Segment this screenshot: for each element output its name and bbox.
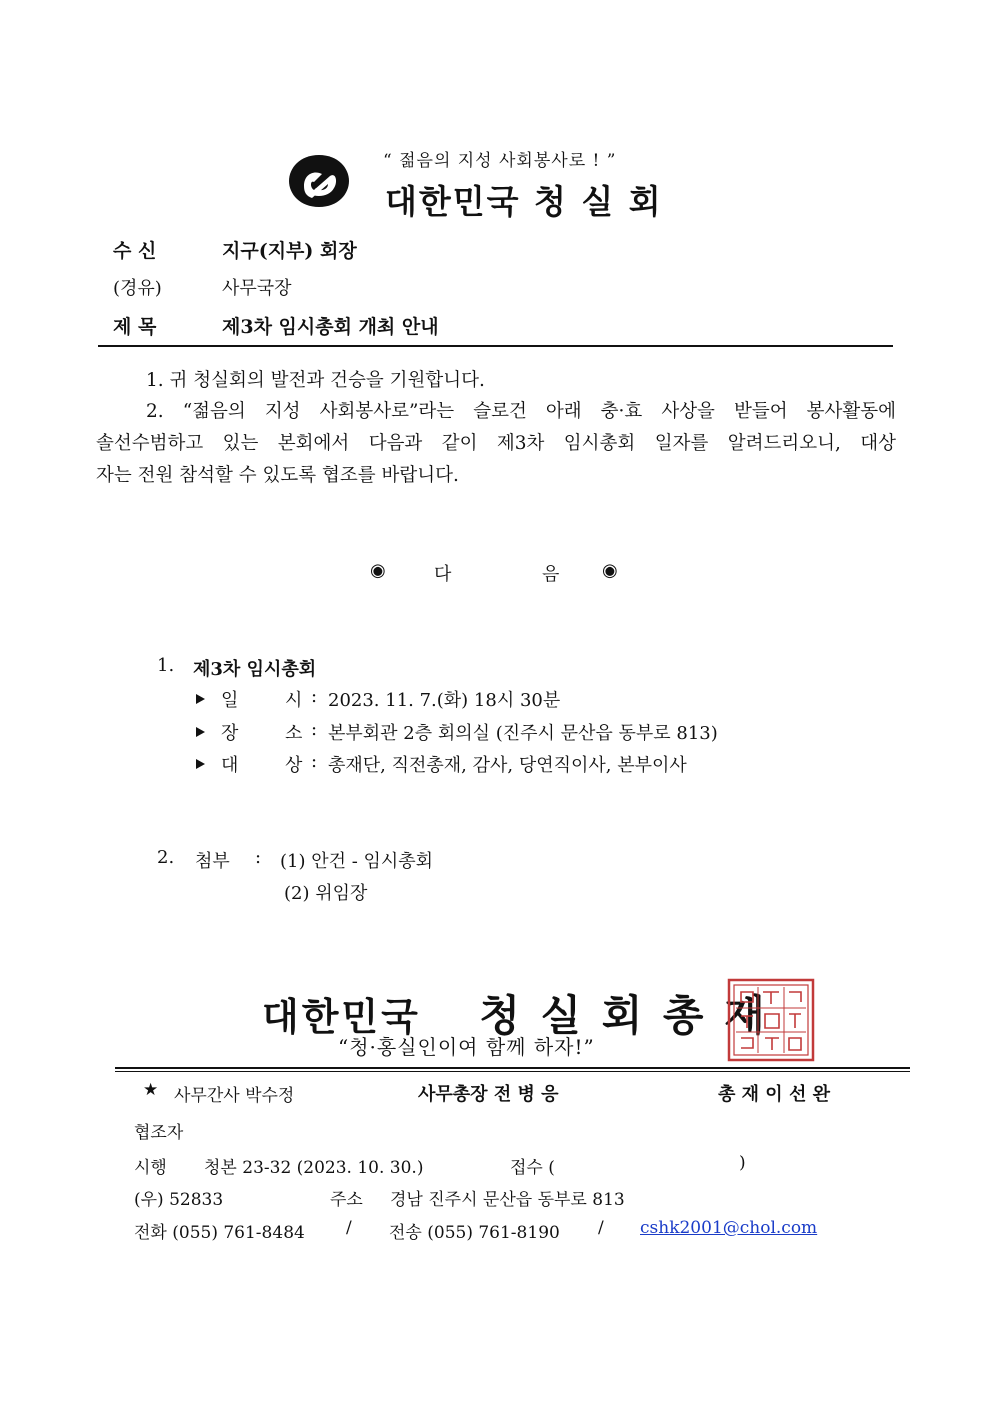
item-date-label-a: 일 bbox=[221, 690, 239, 711]
via-value: 사무국장 bbox=[222, 278, 292, 299]
address-label: 주소 bbox=[330, 1190, 363, 1210]
email-link[interactable]: cshk2001@chol.com bbox=[640, 1218, 818, 1238]
item-target-label-a: 대 bbox=[221, 755, 239, 776]
staff-name: 사무간사 박수정 bbox=[174, 1086, 295, 1106]
section1-title: 제3차 임시총회 bbox=[193, 659, 317, 680]
president-seal-icon bbox=[727, 978, 815, 1062]
address-value: 경남 진주시 문산읍 동부로 813 bbox=[390, 1190, 625, 1210]
item-date-sep: : bbox=[311, 686, 318, 707]
recipient-label: 수 신 bbox=[113, 240, 157, 262]
item-place-label-b: 소 bbox=[285, 723, 303, 744]
section1-number: 1. bbox=[157, 655, 175, 676]
subject-value: 제3차 임시총회 개최 안내 bbox=[222, 316, 439, 338]
item-target-label-b: 상 bbox=[285, 755, 303, 776]
header-divider bbox=[98, 345, 893, 347]
fax: 전송 (055) 761-8190 bbox=[389, 1223, 560, 1243]
header-slogan: “ 젊음의 지성 사회봉사로 ! ” bbox=[383, 151, 617, 171]
paragraph-1: 1. 귀 청실회의 발전과 건승을 기원합니다. bbox=[146, 370, 485, 391]
paragraph-2-line-1: 2. “젊음의 지성 사회봉사로”라는 슬로건 아래 충·효 사상을 받들어 봉사활동에 bbox=[146, 401, 896, 422]
footer-title-country: 대한민국 bbox=[262, 994, 421, 1039]
receipt-label: 접수 ( bbox=[510, 1158, 555, 1178]
bullet-triangle-icon bbox=[196, 694, 205, 704]
postal-code: (우) 52833 bbox=[134, 1190, 224, 1210]
item-place-sep: : bbox=[311, 719, 318, 740]
attachment-2: (2) 위임장 bbox=[284, 883, 368, 904]
exec-label: 시행 bbox=[134, 1158, 167, 1178]
footer-title-org: 청 실 회 총 재 bbox=[479, 991, 768, 1040]
footer-slogan: “청·홍실인이여 함께 하자!” bbox=[338, 1035, 595, 1059]
item-target-sep: : bbox=[311, 751, 318, 772]
cooperator-label: 협조자 bbox=[134, 1123, 184, 1143]
paragraph-2-line-3: 자는 전원 참석할 수 있도록 협조를 바랍니다. bbox=[96, 465, 459, 486]
item-date-label-b: 시 bbox=[285, 690, 303, 711]
item-target-value: 총재단, 직전총재, 감사, 당연직이사, 본부이사 bbox=[328, 755, 687, 776]
receipt-close: ) bbox=[739, 1153, 746, 1173]
via-label: (경유) bbox=[113, 278, 162, 299]
exec-value: 청본 23-32 (2023. 10. 30.) bbox=[204, 1158, 424, 1178]
section2-sep: : bbox=[255, 847, 262, 868]
staff-star: ★ bbox=[143, 1080, 159, 1100]
secretary-general: 사무총장 전 병 응 bbox=[418, 1084, 559, 1105]
notice-marker-right: ◉ bbox=[602, 560, 618, 581]
president-name: 총 재 이 선 완 bbox=[718, 1084, 831, 1105]
bullet-triangle-icon bbox=[196, 727, 205, 737]
notice-eum: 음 bbox=[542, 564, 560, 585]
section2-number: 2. bbox=[157, 847, 175, 868]
footer-divider-top bbox=[115, 1067, 910, 1069]
item-date-value: 2023. 11. 7.(화) 18시 30분 bbox=[328, 690, 561, 711]
item-place-label-a: 장 bbox=[221, 723, 239, 744]
phone: 전화 (055) 761-8484 bbox=[134, 1223, 305, 1243]
section2-label: 첨부 bbox=[195, 851, 230, 872]
subject-label: 제 목 bbox=[113, 316, 157, 338]
separator-slash: / bbox=[346, 1218, 352, 1238]
notice-marker-left: ◉ bbox=[370, 560, 386, 581]
footer-divider-top-thin bbox=[115, 1071, 910, 1072]
bullet-triangle-icon bbox=[196, 759, 205, 769]
separator-slash: / bbox=[598, 1218, 604, 1238]
recipient-value: 지구(지부) 회장 bbox=[222, 240, 357, 262]
org-logo-icon bbox=[286, 152, 352, 210]
paragraph-2-line-2: 솔선수범하고 있는 본회에서 다음과 같이 제3차 임시총회 일자를 알려드리오니, 대상 bbox=[96, 433, 896, 454]
attachment-1: (1) 안건 - 임시총회 bbox=[280, 851, 434, 872]
org-name: 대한민국 청 실 회 bbox=[385, 182, 663, 221]
item-place-value: 본부회관 2층 회의실 (진주시 문산읍 동부로 813) bbox=[328, 723, 718, 744]
notice-da: 다 bbox=[434, 564, 452, 585]
